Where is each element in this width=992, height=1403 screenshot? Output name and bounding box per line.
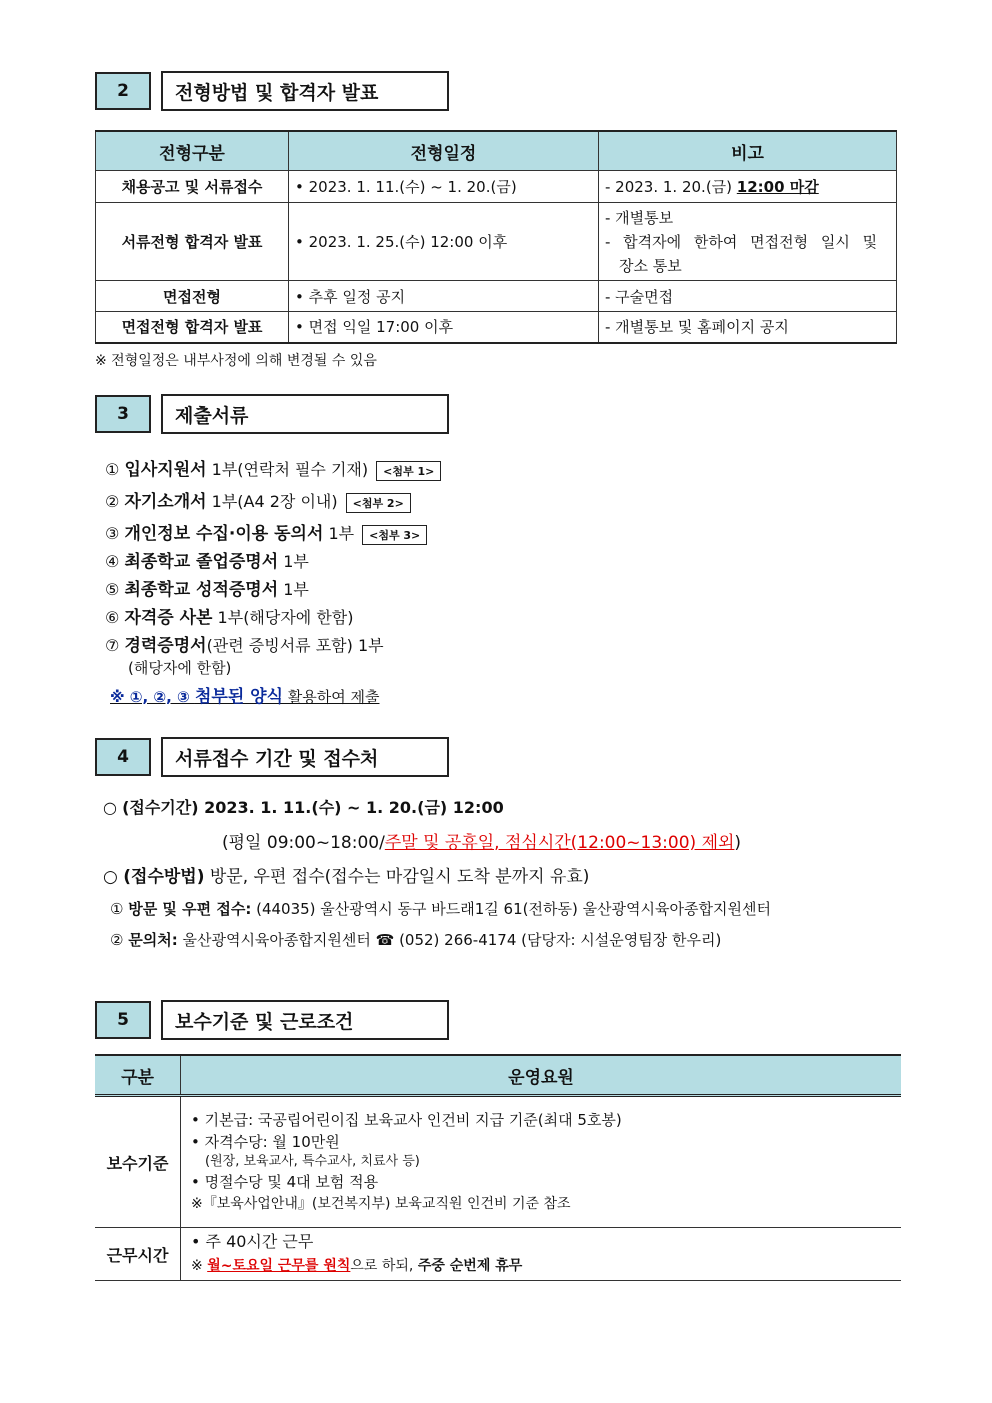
row-schedule: • 2023. 1. 11.(수) ~ 1. 20.(금) — [289, 171, 599, 203]
list-item: ⑤ 최종학교 성적증명서 1부 — [105, 580, 309, 600]
section-3-number: 3 — [95, 395, 151, 433]
section-2-number: 2 — [95, 72, 151, 110]
list-item: ③ 개인정보 수집·이용 동의서 1부 <첨부 3> — [105, 519, 427, 545]
table-row — [95, 1228, 901, 1281]
list-item: ① 입사지원서 1부(연락처 필수 기재) <첨부 1> — [105, 455, 441, 481]
attachment-tag: <첨부 2> — [346, 493, 411, 513]
table-header: 비고 — [599, 131, 897, 171]
list-item: ⑥ 자격증 사본 1부(해당자에 한함) — [105, 608, 354, 628]
table-row — [96, 312, 897, 343]
section-5-number: 5 — [95, 1001, 151, 1039]
schedule-footnote: ※ 전형일정은 내부사정에 의해 변경될 수 있음 — [95, 353, 377, 369]
table-header: 전형구분 — [96, 131, 289, 171]
visit-line: ① 방문 및 우편 접수: (44035) 울산광역시 동구 바드래1길 61(전하동) 울산광역시육아종합지원센터 — [110, 900, 771, 918]
section-2-title: 전형방법 및 합격자 발표 — [161, 71, 449, 111]
table-row — [96, 281, 897, 312]
list-item: ② 자기소개서 1부(A4 2장 이내) <첨부 2> — [105, 487, 411, 513]
schedule-table — [95, 130, 897, 344]
hours-label: 근무시간 — [95, 1228, 181, 1281]
row-category: 서류전형 합격자 발표 — [96, 203, 289, 281]
pay-table — [95, 1054, 901, 1281]
table-row — [96, 203, 897, 281]
table-row — [95, 1096, 901, 1228]
table-header: 구분 — [95, 1055, 181, 1096]
row-schedule: • 추후 일정 공지 — [289, 281, 599, 312]
attachment-tag: <첨부 1> — [376, 461, 441, 481]
form-usage-note: ※ ①, ②, ③ 첨부된 양식 활용하여 제출 — [110, 687, 380, 707]
attachment-tag: <첨부 3> — [362, 525, 427, 545]
section-4-title: 서류접수 기간 및 접수처 — [161, 737, 449, 777]
period-detail: (평일 09:00~18:00/주말 및 공휴일, 점심시간(12:00~13:00) 제외) — [222, 833, 742, 853]
list-item: ④ 최종학교 졸업증명서 1부 — [105, 552, 309, 572]
section-5-title: 보수기준 및 근로조건 — [161, 1000, 449, 1040]
table-header: 운영요원 — [181, 1055, 902, 1096]
pay-details: • 기본급: 국공립어린이집 보육교사 인건비 지급 기준(최대 5호봉) • 자격수당: 월 10만원 (원장, 보육교사, 특수교사, 치료사 등) • 명절수당 및 4대 보험 적용 ※『보육사업안내』(보건복지부) 보육교직원 인건비 기준 참조 — [181, 1096, 902, 1228]
row-note: - 개별통보 - 합격자에 한하여 면접전형 일시 및 장소 통보 — [599, 203, 897, 281]
row-schedule: • 면접 익일 17:00 이후 — [289, 312, 599, 343]
table-header: 전형일정 — [289, 131, 599, 171]
row-note: - 개별통보 및 홈페이지 공지 — [599, 312, 897, 343]
list-item-continuation: (해당자에 한함) — [128, 659, 232, 677]
row-note: - 2023. 1. 20.(금) 12:00 마감 — [599, 171, 897, 203]
row-note: - 구술면접 — [599, 281, 897, 312]
period-line: ○ (접수기간) 2023. 1. 11.(수) ~ 1. 20.(금) 12:00 — [103, 798, 504, 817]
row-category: 채용공고 및 서류접수 — [96, 171, 289, 203]
table-row — [96, 171, 897, 203]
section-3-title: 제출서류 — [161, 394, 449, 434]
row-schedule: • 2023. 1. 25.(수) 12:00 이후 — [289, 203, 599, 281]
hours-details: • 주 40시간 근무 ※ 월~토요일 근무를 원칙으로 하되, 주중 순번제 휴무 — [181, 1228, 902, 1281]
section-4-number: 4 — [95, 738, 151, 776]
list-item: ⑦ 경력증명서(관련 증빙서류 포함) 1부 — [105, 636, 384, 656]
pay-label: 보수기준 — [95, 1096, 181, 1228]
row-category: 면접전형 합격자 발표 — [96, 312, 289, 343]
contact-line: ② 문의처: 울산광역시육아종합지원센터 ☎ (052) 266-4174 (담당자: 시설운영팀장 한우리) — [110, 931, 722, 949]
method-line: ○ (접수방법) 방문, 우편 접수(접수는 마감일시 도착 분까지 유효) — [103, 867, 590, 887]
row-category: 면접전형 — [96, 281, 289, 312]
